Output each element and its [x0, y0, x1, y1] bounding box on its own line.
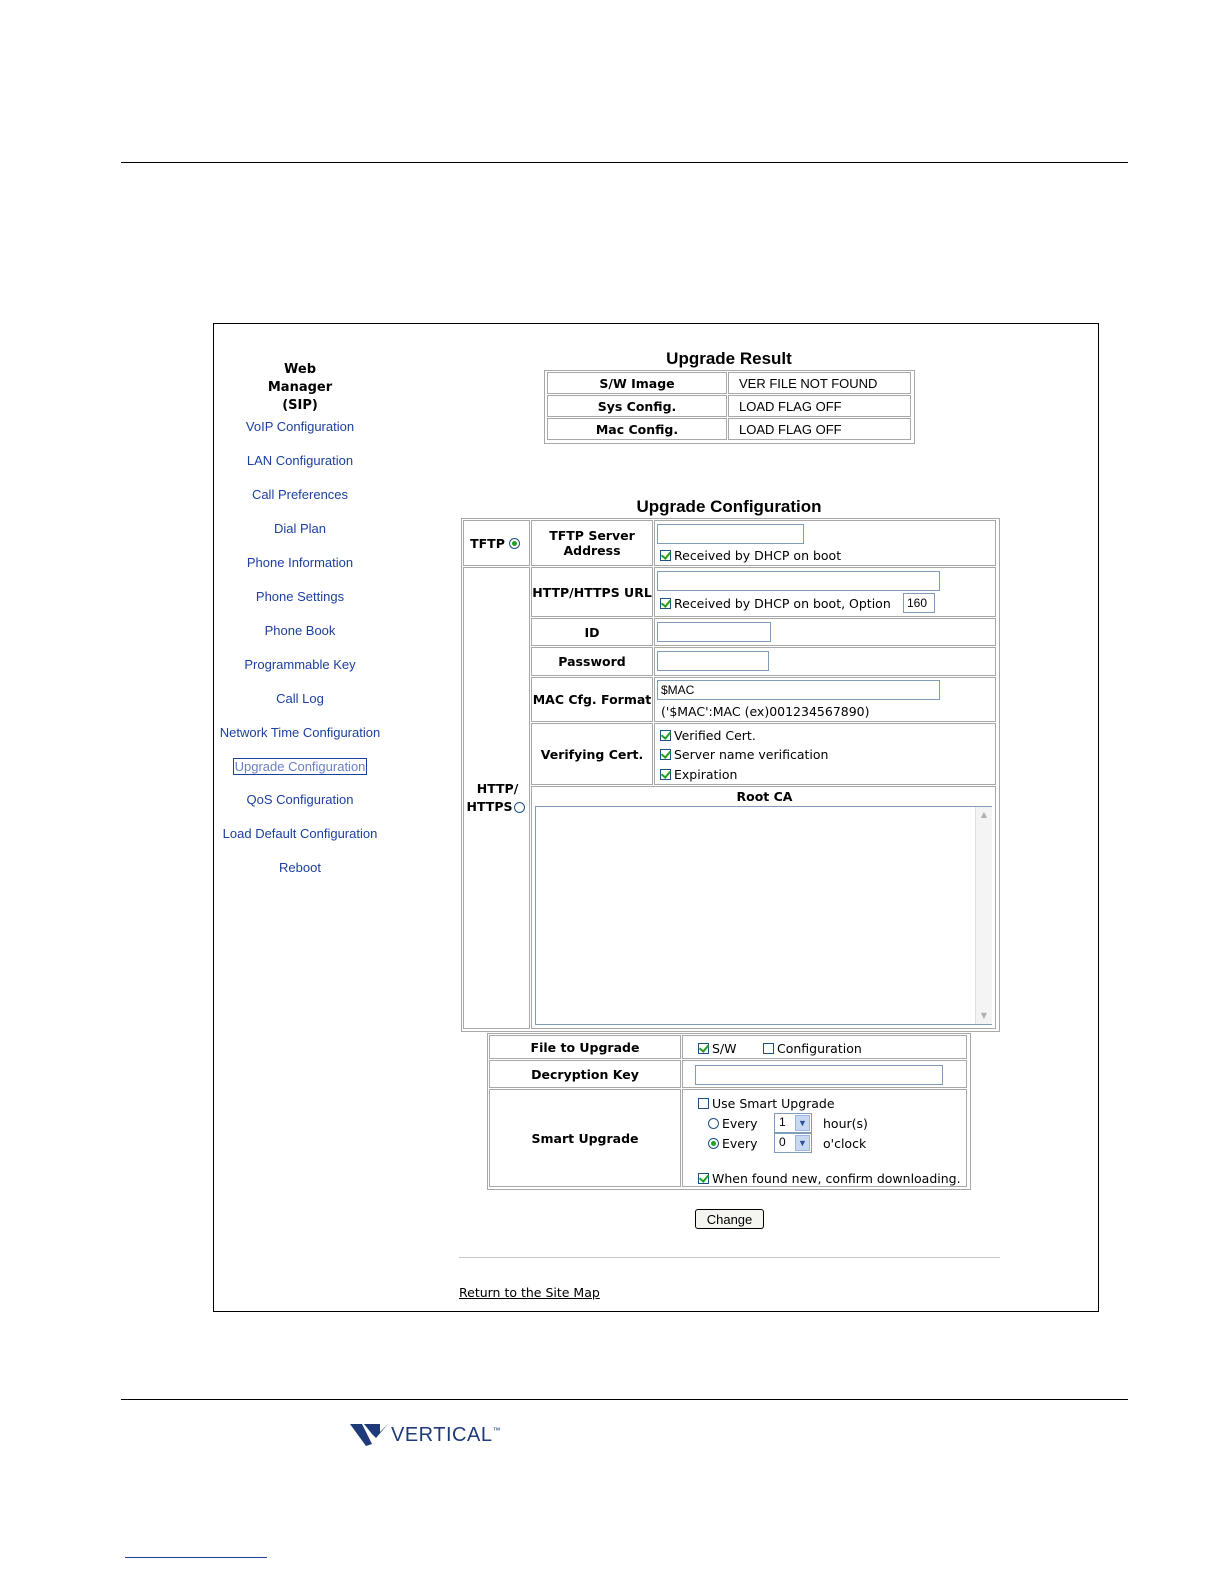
use-smart-upgrade-label: Use Smart Upgrade	[712, 1096, 835, 1111]
dhcp-option-input[interactable]	[903, 593, 935, 613]
change-button[interactable]: Change	[695, 1209, 764, 1229]
sidebar-item-label[interactable]: Phone Book	[264, 623, 336, 638]
sidebar-item-call-log[interactable]	[200, 691, 400, 706]
sidebar-item-upgrade-configuration[interactable]	[200, 759, 400, 774]
sw-label: S/W	[712, 1041, 737, 1056]
vertical-logo	[350, 1420, 500, 1450]
hours-select-value: 1	[779, 1115, 786, 1129]
use-smart-upgrade-row[interactable]	[698, 1096, 835, 1111]
sidebar-item-dial-plan[interactable]	[200, 521, 400, 536]
upgrade-configuration-title: Upgrade Configuration	[636, 497, 822, 516]
decryption-key-label: Decryption Key	[489, 1060, 681, 1088]
tftp-server-cell	[654, 520, 996, 566]
sidebar-item-phone-information[interactable]	[200, 555, 400, 570]
mac-format-label: MAC Cfg. Format	[531, 677, 653, 722]
expiration-label: Expiration	[674, 767, 738, 782]
bottom-separator	[459, 1257, 1000, 1258]
every-oclock-radio[interactable]	[708, 1138, 719, 1149]
mac-format-cell	[654, 677, 996, 722]
sw-checkbox[interactable]	[698, 1043, 709, 1054]
verified-cert-checkbox[interactable]	[660, 730, 671, 741]
configuration-label: Configuration	[777, 1041, 862, 1056]
server-name-label: Server name verification	[674, 747, 829, 762]
expiration-row[interactable]	[660, 767, 737, 782]
oclock-unit: o'clock	[823, 1136, 867, 1151]
verifying-cert-label: Verifying Cert.	[531, 723, 653, 785]
sidebar-item-label[interactable]: Phone Settings	[255, 589, 345, 604]
sidebar-item-phone-book[interactable]	[200, 623, 400, 638]
password-input[interactable]	[657, 651, 769, 671]
sidebar-item-label[interactable]: Programmable Key	[244, 657, 356, 672]
result-value: LOAD FLAG OFF	[728, 418, 911, 440]
every-hours-row[interactable]	[708, 1116, 758, 1131]
http-label-line2: HTTPS	[466, 799, 513, 814]
chevron-down-icon[interactable]: ▼	[795, 1135, 810, 1151]
upgrade-result-title: Upgrade Result	[666, 349, 792, 368]
sidebar-item-label[interactable]: Load Default Configuration	[222, 826, 378, 841]
id-input[interactable]	[657, 622, 771, 642]
sidebar-item-reboot[interactable]	[200, 860, 400, 875]
result-label: S/W Image	[547, 372, 727, 394]
hours-select[interactable]	[774, 1113, 812, 1133]
sidebar-item-network-time[interactable]	[200, 725, 400, 740]
tftp-radio[interactable]	[509, 538, 520, 549]
every-hours-radio[interactable]	[708, 1118, 719, 1129]
password-label: Password	[531, 647, 653, 676]
every-hours-label: Every	[722, 1116, 758, 1131]
sidebar-item-voip[interactable]	[200, 419, 400, 434]
sidebar-item-lan[interactable]	[200, 453, 400, 468]
return-site-map-link[interactable]: Return to the Site Map	[459, 1285, 600, 1300]
sidebar-item-label[interactable]: QoS Configuration	[246, 792, 354, 807]
oclock-select[interactable]	[774, 1133, 812, 1153]
root-ca-cell	[531, 786, 996, 1029]
http-dhcp-checkbox-row[interactable]	[660, 596, 891, 611]
tftp-dhcp-label: Received by DHCP on boot	[674, 548, 842, 563]
scroll-down-icon[interactable]: ▼	[980, 1011, 988, 1020]
http-radio[interactable]	[514, 802, 525, 813]
result-value: VER FILE NOT FOUND	[728, 372, 911, 394]
sw-row[interactable]	[698, 1041, 737, 1056]
title-line1: Web Manager	[267, 362, 333, 395]
top-rule	[121, 162, 1128, 163]
sidebar-item-label[interactable]: Network Time Configuration	[219, 725, 381, 740]
smart-upgrade-cell	[682, 1089, 967, 1187]
root-ca-label: Root CA	[736, 789, 793, 804]
http-label-row	[464, 798, 531, 816]
result-label: Mac Config.	[547, 418, 727, 440]
tftp-server-label: TFTP Server Address	[531, 520, 653, 566]
every-oclock-label: Every	[722, 1136, 758, 1151]
verified-cert-row[interactable]	[660, 728, 756, 743]
confirm-download-checkbox[interactable]	[698, 1173, 709, 1184]
sidebar-item-load-default[interactable]	[200, 826, 400, 841]
sidebar-item-label[interactable]: VoIP Configuration	[245, 419, 355, 434]
http-url-cell	[654, 567, 996, 617]
expiration-checkbox[interactable]	[660, 769, 671, 780]
sidebar-item-label[interactable]: Call Log	[276, 691, 324, 706]
vertical-logo-text: VERTICAL	[391, 1423, 493, 1446]
decryption-key-cell	[682, 1060, 967, 1088]
sidebar-item-call-preferences[interactable]	[200, 487, 400, 502]
result-label: Sys Config.	[547, 395, 727, 417]
footer-link-underline	[125, 1557, 267, 1558]
trademark: ™	[492, 1426, 501, 1435]
sidebar-item-label[interactable]: Phone Information	[246, 555, 354, 570]
password-cell	[654, 647, 996, 676]
decryption-key-input[interactable]	[695, 1065, 943, 1085]
file-to-upgrade-cell	[682, 1035, 967, 1059]
sidebar-item-programmable-key[interactable]	[200, 657, 400, 672]
verified-cert-label: Verified Cert.	[674, 728, 756, 743]
use-smart-upgrade-checkbox[interactable]	[698, 1098, 709, 1109]
result-value: LOAD FLAG OFF	[728, 395, 911, 417]
id-label: ID	[531, 618, 653, 646]
sidebar-item-qos[interactable]	[200, 792, 400, 807]
server-name-checkbox[interactable]	[660, 749, 671, 760]
root-ca-textarea[interactable]	[535, 806, 992, 1025]
hours-unit: hour(s)	[823, 1116, 868, 1131]
tftp-option[interactable]	[463, 520, 530, 566]
smart-upgrade-label: Smart Upgrade	[489, 1089, 681, 1187]
confirm-download-row[interactable]	[698, 1171, 961, 1186]
every-oclock-row[interactable]	[708, 1136, 758, 1151]
vertical-logo-icon	[350, 1422, 390, 1448]
tftp-server-input[interactable]	[657, 524, 804, 544]
http-label-line1: HTTP/	[476, 781, 519, 796]
configuration-checkbox[interactable]	[763, 1043, 774, 1054]
tftp-dhcp-checkbox[interactable]	[660, 550, 671, 561]
mac-format-input[interactable]	[657, 680, 940, 700]
verifying-cert-cell	[654, 723, 996, 785]
file-to-upgrade-label: File to Upgrade	[489, 1035, 681, 1059]
sidebar-item-label[interactable]: Reboot	[279, 860, 321, 875]
oclock-select-value: 0	[779, 1135, 786, 1149]
http-dhcp-label: Received by DHCP on boot, Option	[674, 596, 891, 611]
http-label	[464, 780, 531, 816]
sidebar-item-label[interactable]: Upgrade Configuration	[234, 759, 366, 774]
title-line2: (SIP)	[282, 398, 318, 413]
confirm-download-label: When found new, confirm downloading.	[712, 1171, 961, 1186]
sidebar-item-label[interactable]: LAN Configuration	[246, 453, 354, 468]
http-url-input[interactable]	[657, 571, 940, 591]
tftp-label: TFTP	[470, 535, 505, 551]
sidebar-item-phone-settings[interactable]	[200, 589, 400, 604]
id-cell	[654, 618, 996, 646]
web-manager-title	[250, 361, 350, 415]
bottom-rule	[121, 1399, 1128, 1400]
sidebar-item-label[interactable]: Call Preferences	[251, 487, 349, 502]
http-url-label: HTTP/HTTPS URL	[531, 567, 653, 617]
http-dhcp-checkbox[interactable]	[660, 598, 671, 609]
root-ca-scrollbar[interactable]	[975, 807, 992, 1024]
sidebar-item-label[interactable]: Dial Plan	[273, 521, 327, 536]
mac-format-hint: ('$MAC':MAC (ex)001234567890)	[661, 704, 870, 719]
server-name-row[interactable]	[660, 747, 828, 762]
chevron-down-icon[interactable]: ▼	[795, 1115, 810, 1131]
http-option[interactable]	[463, 567, 530, 1029]
configuration-row[interactable]	[763, 1041, 862, 1056]
scroll-up-icon[interactable]: ▲	[980, 810, 988, 819]
tftp-dhcp-checkbox-row[interactable]	[660, 548, 841, 563]
screenshot-frame	[213, 323, 1099, 1312]
